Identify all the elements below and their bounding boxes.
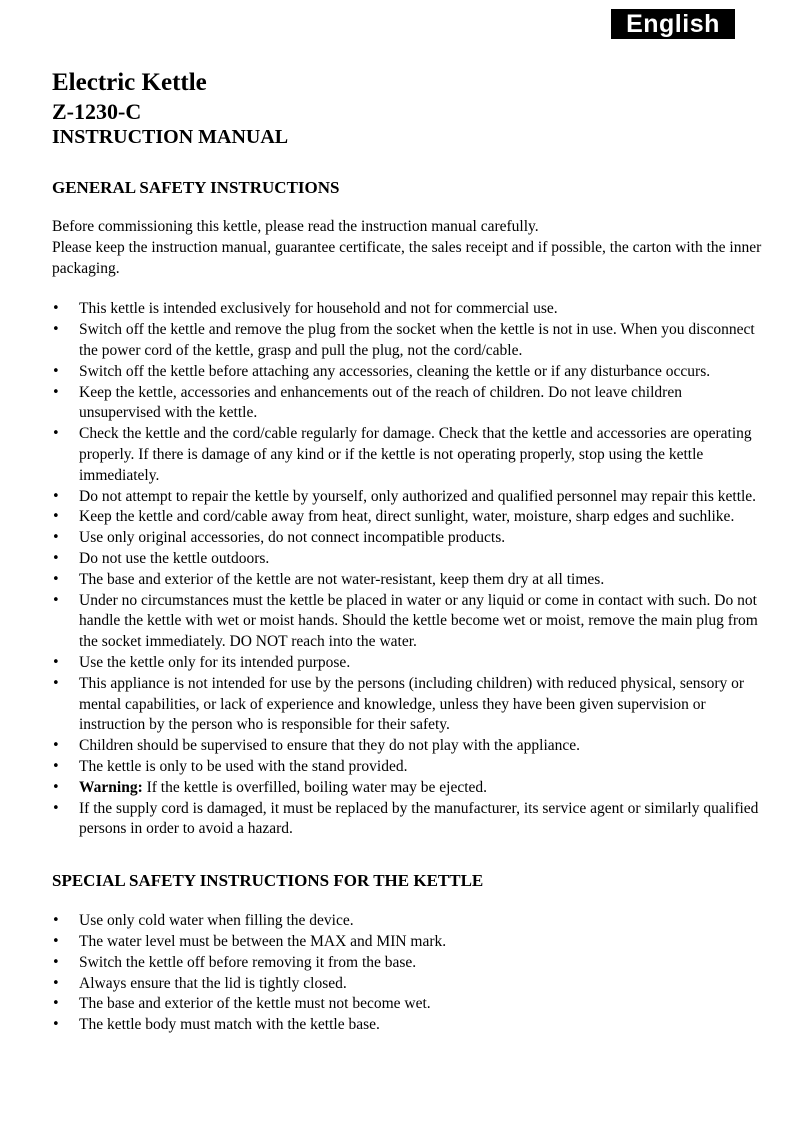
list-item — [52, 528, 762, 549]
list-item-text: Keep the kettle and cord/cable away from heat, direct sunlight, water, moisture, sharp edges and suchlike. — [79, 508, 735, 526]
special-safety-list — [52, 911, 762, 1036]
list-item-text: The base and exterior of the kettle are not water-resistant, keep them dry at all times. — [79, 570, 605, 588]
list-item-text: The water level must be between the MAX and MIN mark. — [79, 932, 447, 950]
list-item-text: Under no circumstances must the kettle be placed in water or any liquid or come in contact with such. Do not handle the kettle with wet or moist hands. Should the kettle become wet or moist, remove the main plug from the socket immediately. DO NOT reach into the water. — [79, 591, 758, 651]
bullet-icon: • — [52, 322, 60, 338]
list-item-text: Check the kettle and the cord/cable regularly for damage. Check that the kettle and accessories are operating properly. If there is damage of any kind or if the kettle is not operating properly, stop using the kettle immediately. — [79, 425, 752, 484]
bullet-icon: • — [52, 509, 60, 525]
intro-line-1: Before commissioning this kettle, please read the instruction manual carefully. — [52, 218, 539, 235]
warning-label: Warning: — [79, 778, 143, 796]
list-item-text: Do not use the kettle outdoors. — [79, 549, 270, 567]
bullet-icon: • — [52, 738, 60, 754]
list-item — [52, 653, 762, 674]
list-item — [52, 320, 762, 362]
list-item — [52, 383, 762, 425]
bullet-icon: • — [52, 363, 60, 379]
list-item-text: The kettle body must match with the kettle base. — [79, 1016, 380, 1034]
list-item — [52, 974, 762, 995]
list-item-text: Switch off the kettle and remove the plug from the socket when the kettle is not in use. When you disconnect the power cord of the kettle, grasp and pull the plug, not the cord/cable. — [79, 321, 755, 359]
manual-subtitle: INSTRUCTION MANUAL — [52, 126, 289, 148]
list-item-text: Use only cold water when filling the device. — [79, 912, 354, 930]
list-item-text: Switch off the kettle before attaching any accessories, cleaning the kettle or if any disturbance occurs. — [79, 362, 711, 380]
bullet-icon: • — [52, 975, 60, 991]
bullet-icon: • — [52, 954, 60, 970]
bullet-icon: • — [52, 779, 60, 795]
bullet-icon: • — [52, 550, 60, 566]
list-item — [52, 953, 762, 974]
bullet-icon: • — [52, 1017, 60, 1033]
list-item-text: Always ensure that the lid is tightly closed. — [79, 974, 347, 992]
bullet-icon: • — [52, 933, 60, 949]
list-item-text: Do not attempt to repair the kettle by yourself, only authorized and qualified personnel may repair this kettle. — [79, 487, 757, 505]
bullet-icon: • — [52, 800, 60, 816]
list-item — [52, 674, 762, 736]
list-item-text: Children should be supervised to ensure that they do not play with the appliance. — [79, 737, 581, 755]
bullet-icon: • — [52, 913, 60, 929]
bullet-icon: • — [52, 675, 60, 691]
language-badge: English — [611, 9, 735, 39]
document-title: Electric Kettle — [52, 69, 207, 96]
list-item — [52, 1015, 762, 1036]
intro-line-2: Please keep the instruction manual, guarantee certificate, the sales receipt and if possible, the carton with the inner packaging. — [52, 238, 762, 277]
list-item — [52, 994, 762, 1015]
bullet-icon: • — [52, 301, 60, 317]
general-safety-list — [52, 299, 762, 840]
list-item-text: This kettle is intended exclusively for household and not for commercial use. — [79, 300, 558, 318]
list-item — [52, 362, 762, 383]
bullet-icon: • — [52, 530, 60, 546]
bullet-icon: • — [52, 996, 60, 1012]
bullet-icon: • — [52, 426, 60, 442]
special-safety-heading: SPECIAL SAFETY INSTRUCTIONS FOR THE KETTLE — [52, 871, 484, 891]
warning-text: If the kettle is overfilled, boiling water may be ejected. — [142, 778, 488, 796]
general-safety-heading: GENERAL SAFETY INSTRUCTIONS — [52, 178, 340, 197]
list-item — [52, 932, 762, 953]
bullet-icon: • — [52, 592, 60, 608]
intro-paragraph — [52, 217, 762, 279]
list-item — [52, 911, 762, 932]
model-number: Z-1230-C — [52, 99, 142, 124]
bullet-icon: • — [52, 384, 60, 400]
list-item-text: Keep the kettle, accessories and enhancements out of the reach of children. Do not leave children unsupervised with the kettle. — [79, 383, 682, 422]
list-item — [52, 736, 762, 757]
bullet-icon: • — [52, 571, 60, 587]
warning-item — [52, 778, 762, 799]
bullet-icon: • — [52, 488, 60, 504]
list-item-text: This appliance is not intended for use by the persons (including children) with reduced physical, sensory or mental capabilities, or lack of experience and knowledge, unless they have been given supervision or instruction by the person who is responsible for their safety. — [79, 674, 745, 734]
list-item — [52, 424, 762, 486]
list-item — [52, 799, 762, 841]
list-item — [52, 299, 762, 320]
list-item — [52, 570, 762, 591]
bullet-icon: • — [52, 654, 60, 670]
list-item — [52, 507, 762, 528]
list-item-text: If the supply cord is damaged, it must be replaced by the manufacturer, its service agent or similarly qualified persons in order to avoid a hazard. — [79, 799, 759, 838]
list-item-text: Use only original accessories, do not connect incompatible products. — [79, 529, 506, 547]
list-item — [52, 487, 762, 508]
list-item — [52, 591, 762, 653]
list-item — [52, 757, 762, 778]
list-item-text: Use the kettle only for its intended purpose. — [79, 653, 351, 671]
list-item-text: The kettle is only to be used with the stand provided. — [79, 757, 408, 775]
list-item-text: The base and exterior of the kettle must not become wet. — [79, 995, 431, 1013]
list-item — [52, 549, 762, 570]
list-item-text: Switch the kettle off before removing it from the base. — [79, 953, 417, 971]
bullet-icon: • — [52, 758, 60, 774]
document-body — [52, 68, 762, 1036]
